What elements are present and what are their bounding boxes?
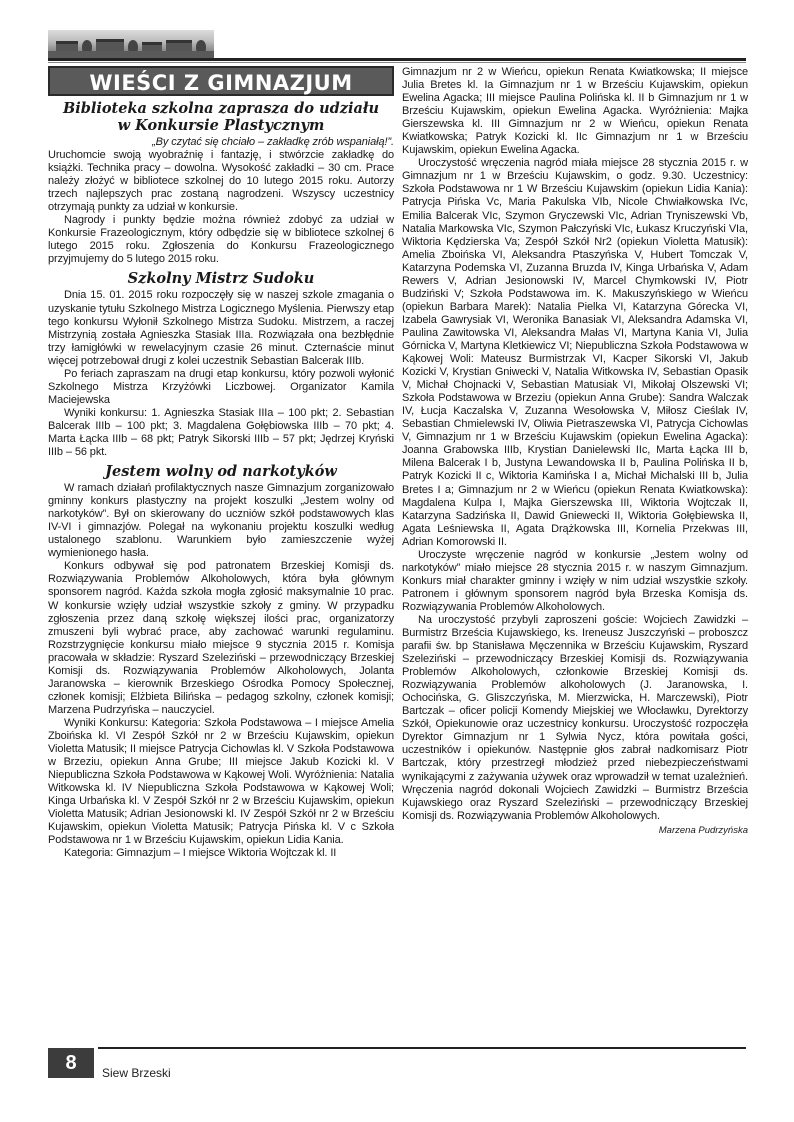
article-title	[48, 100, 394, 134]
article-author: Marzena Pudrzyńska	[658, 824, 748, 836]
article-paragraph: Na uroczystość przybyli zaproszeni goście: Wojciech Zawidzki – Burmistrz Brześcia Kujawskiego, ks. Ireneusz Juszczyński – proboszcz parafii św. bp Stanisława Męczennika w Brześciu Kujawskim, Ryszard Szeleziński – przewodniczący Brzeskiej Komisji ds. Rozwiązywania Problemów Alkoholowych, członkowie Brzeskiej Komisji ds. Rozwiązywania Problemów alkoholowych (J. Jaranowska, I. Ochocińska, G. Gliszczyńska, M. Mierzwicka, H. Marczewski), Piotr Bartczak – oficer policji Komendy Miejskiej we Włocławku, Dyrektorzy Szkół, Opiekunowie oraz uczestnicy konkursu. Uroczystość rozpoczęła Dyrektor Gimnazjum nr 1 Sylwia Nycz, która powitała gości, uczestników i opiekunów. Następnie głos zabrał nadkomisarz Piotr Bartczak, który przestrzegł młodzież przed niebezpieczeństwami wynikającymi z zażywania używek oraz wprowadził w temat uzależnień. Wręczenia nagród dokonali Wojciech Zawidzki – Burmistrz Brześcia Kujawskiego oraz Ryszard Szeleziński – przewodniczący Brzeskiej Komisji ds. Rozwiązywania Problemów Alkoholowych.	[402, 613, 748, 822]
section-banner: WIEŚCI Z GIMNAZJUM	[48, 66, 394, 96]
article-paragraph: Po feriach zapraszam na drugi etap konkursu, który pozwoli wyłonić Szkolnego Mistrza Krzyżówki Liczbowej. Organizator Kamila Maciejewska	[48, 367, 394, 406]
article-sudoku-master	[48, 270, 394, 459]
article-paragraph: Konkurs odbywał się pod patronatem Brzeskiej Komisji ds. Rozwiązywania Problemów Alkoholowych, która była głównym sponsorem nagród. Każda szkoła mogła zgłosić maksymalnie 10 prac. W konkursie wzięły udział wszystkie szkoły z gminy. W przypadku zgłoszenia przez daną szkołę większej ilości prac, organizatorzy zmuszeni byli wybrać prace, aby zachować warunki regulaminu. Rozstrzygnięcie konkursu miało miejsce 9 stycznia 2015 r. Komisja pracowała w składzie: Ryszard Szeleziński – przewodniczący Brzeskiej Komisji ds. Rozwiązywania Problemów Alkoholowych, Jolanta Jaranowska – kierownik Brzeskiego Ośrodka Pomocy Społecznej, członek komisji; Elżbieta Bilińska – pedagog szkolny, członek komisji; Marzena Pudrzyńska – nauczyciel.	[48, 560, 394, 716]
publication-name: Siew Brzeski	[102, 1066, 171, 1080]
article-paragraph: Nagrody i punkty będzie można również zdobyć za udział w Konkursie Frazeologicznym, który odbędzie się w bibliotece szkolnej 6 lutego 2015 roku. Zgłoszenia do Konkursu Frazeologicznego przyjmujemy do 5 lutego 2015 roku.	[48, 214, 394, 266]
article-title: Jestem wolny od narkotyków	[105, 463, 337, 481]
article-paragraph: Kategoria: Gimnazjum – I miejsce Wiktoria Wojtczak kl. II	[64, 847, 337, 860]
article-title-line: Biblioteka szkolna zaprasza do udziału	[62, 100, 380, 117]
article-quote: „By czytać się chciało – zakładkę zrób wspaniałą!”.	[152, 136, 394, 148]
article-drug-free	[48, 463, 394, 860]
article-library-contest	[48, 100, 394, 266]
article-paragraph: Wyniki konkursu: 1. Agnieszka Stasiak IIIa – 100 pkt; 2. Sebastian Balcerak IIIb – 100 pkt; 3. Magdalena Gołębiowska IIIb – 70 pkt; 4. Marta Łącka IIIb – 68 pkt; Patryk Sikorski IIIb – 57 pkt; Jędrzej Kryński IIIb – 56 pkt.	[48, 406, 394, 459]
article-title: Szkolny Mistrz Sudoku	[127, 270, 315, 288]
footer-rule	[98, 1047, 746, 1049]
page-number: 8	[48, 1048, 94, 1078]
article-paragraph: Dnia 15. 01. 2015 roku rozpoczęły się w naszej szkole zmagania o uzyskanie tytułu Szkolnego Mistrza Logicznego Myślenia. Pierwszy etap tego konkursu Wyłonił Szkolnego Mistrza Sudoku. Mistrzem, a raczej Mistrzynią została Agnieszka Stasiak IIIa. Rozwiązała ona bezbłędnie trzy łamigłówki w rewelacyjnym czasie 26 minut. Czternaście minut więcej potrzebował drugi z kolei uczestnik Sebastian Balcerak IIIb.	[48, 289, 394, 367]
article-paragraph: W ramach działań profilaktycznych nasze Gimnazjum zorganizowało gminny konkurs plastyczny na projekt koszulki „Jestem wolny od narkotyków”. Był on skierowany do uczniów szkół podstawowych klas IV-VI i gimnazjów. Polegał na wykonaniu projektu koszulki według ustalonego szablonu. Warunkiem było zamieszczenie wyżej wymienionego hasła.	[48, 482, 394, 560]
article-paragraph: Uroczyste wręczenie nagród w konkursie „Jestem wolny od narkotyków” miało miejsce 28 stycznia 2015 r. w naszym Gimnazjum. Konkurs miał charakter gminny i wzięły w nim udział wszystkie szkoły. Patronem i głównym sponsorem nagród była Brzeska Komisja ds. Rozwiązywania Problemów Alkoholowych.	[402, 548, 748, 613]
left-column	[48, 66, 394, 864]
village-photo-icon	[48, 30, 214, 58]
article-paragraph: Uroczystość wręczenia nagród miała miejsce 28 stycznia 2015 r. w Gimnazjum nr 1 w Brześciu Kujawskim, o godz. 9.30. Uczestnicy: Szkoła Podstawowa nr 1 W Brześciu Kujawskim (opiekun Lidia Kania): Patrycja Pińska Vc, Maria Pakulska VIb, Nicole Chwiałkowska IVc, Emilia Balcerak VIc, Szymon Gryczewski VIc, Adrian Tryniszewski Vb, Natalia Markowska VIc, Szymon Pałczyński VIc, Łukasz Kruczyński VIa, Wiktoria Kędzierska Va; Zespół Szkół Nr2 (opiekun Violetta Matusik): Amelia Zboińska VI, Aleksandra Ptaszyńska V, Hubert Tomczak V, Katarzyna Podemska VI, Zuzanna Bruzda IV, Kinga Urbańska V, Adam Rewers V, Adrian Jesionowski IV, Marcel Chymkowski IV, Piotr Budziński V; Szkoła Podstawowa im. K. Makuszyńskiego w Wieńcu (opiekun Barbara Marek): Natalia Pielka VI, Katarzyna Górecka VI, Izabela Gawrysiak VI, Weronika Banasiak VI, Aleksandra Adamska VI, Paulina Zawitowska VI, Aleksandra Małas VI, Martyna Kania VI, Julia Górnicka V, Martyna Kletkiewicz VI; Niepubliczna Szkoła Podstawowa w Kąkowej Woli: Mateusz Burmistrzak VI, Kacper Sikorski VI, Jakub Kozicki V, Krystian Gniwecki V, Natalia Witkowska IV, Sebastian Opasik V, Michał Chojnacki V, Sebastian Matusiak VI, Mikołaj Olszewski VI; Szkoła Podstawowa w Brzeziu (opiekun Anna Grube): Sandra Walczak IV, Łucja Kaczalska V, Zuzanna Wesołowska V, Miłosz Cieślak IV, Sebastian Chmielewski IV, Oliwia Pietraszewska VI, Patrycja Cichowlas V, Gimnazjum nr 1 w Brześciu Kujawskim (opiekun Ewelina Agacka): Joanna Grabowska IIIb, Krystian Danielewski IIc, Marta Łącka III b, Milena Balcerak I b, Justyna Lewandowska II b, Paulina Polińska II b, Patryk Kozicki II c, Wiktoria Kamińska I a, Michał Michalski III b, Julia Bretes I a; Gimnazjum nr 2 w Wieńcu (opiekun Renata Kwiatkowska): Magdalena Kulpa I, Majka Gierszewska III, Wiktoria Wojtczak II, Katarzyna Sadzińska II, Dawid Gniewecki II, Wiktoria Gołębiewska II, Agata Leśniewska II, Agata Drążkowska III, Kornelia Przekwas III, Adrian Komorowski II.	[402, 157, 748, 548]
article-paragraph: Uruchomcie swoją wyobraźnię i fantazję, i stwórzcie zakładkę do książki. Technika pracy – dowolna. Wysokość zakładki – 30 cm. Prace należy złożyć w bibliotece szkolnej do 10 lutego 2015 roku. Autorzy trzech najlepszych prac zostaną nagrodzeni. Wszyscy uczestnicy otrzymają punkty za udział w konkursie.	[48, 149, 394, 214]
header-rule	[48, 58, 746, 61]
right-column	[402, 66, 748, 836]
article-title-line: w Konkursie Plastycznym	[117, 117, 325, 134]
header-rule-thin	[48, 62, 746, 63]
article-paragraph: Gimnazjum nr 2 w Wieńcu, opiekun Renata Kwiatkowska; II miejsce Julia Bretes kl. Ia Gimnazjum nr 1 w Brześciu Kujawskim, opiekun Ewelina Agacka; III miejsce Paulina Polińska kl. II b Gimnazjum nr 1 w Brześciu Kujawskim, opiekun Ewelina Agacka. Wyróżnienia: Majka Gierszewska kl. III Gimnazjum nr 2 w Wieńcu, opiekun Renata Kwiatkowska; Patryk Kozicki kl. IIc Gimnazjum nr 1 w Brześciu Kujawskim, opiekun Ewelina Agacka.	[402, 66, 748, 157]
article-paragraph: Wyniki Konkursu: Kategoria: Szkoła Podstawowa – I miejsce Amelia Zboińska kl. VI Zespół Szkół nr 2 w Brześciu Kujawskim, opiekun Violetta Matusik; II miejsce Patrycja Cichowlas kl. V Szkoła Podstawowa w Brzeziu, opiekun Anna Grube; III miejsce Jakub Kozicki kl. V Niepubliczna Szkoła Podstawowa w Kąkowej Woli. Wyróżnienia: Natalia Witkowska kl. IV Niepubliczna Szkoła Podstawowa w Kąkowej Woli; Kinga Urbańska kl. V Zespół Szkół nr 2 w Brześciu Kujawskim, opiekun Violetta Matusik; Adrian Jesionowski kl. IV Zespół Szkół nr 2 w Brześciu Kujawskim, opiekun Violetta Matusik; Patrycja Pińska kl. V c Szkoła Podstawowa nr 1 w Brześciu Kujawskim, opiekun Lidia Kania.	[48, 716, 394, 847]
